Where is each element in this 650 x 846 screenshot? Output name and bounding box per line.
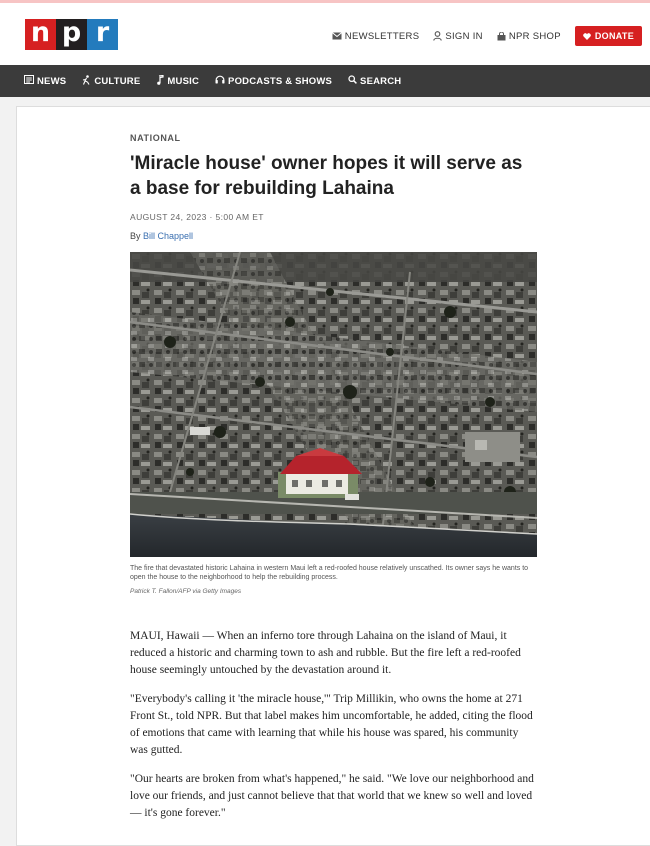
sign-in-label: SIGN IN bbox=[445, 30, 483, 42]
utility-nav bbox=[332, 26, 642, 46]
nav-item-music[interactable] bbox=[156, 75, 199, 88]
article-dateline: AUGUST 24, 2023 · 5:00 AM ET bbox=[130, 212, 264, 222]
site-header bbox=[0, 3, 650, 65]
nav-item-news[interactable] bbox=[24, 75, 66, 87]
sign-in-link[interactable] bbox=[433, 31, 482, 42]
main-nav bbox=[0, 65, 650, 97]
heart-icon bbox=[583, 33, 591, 40]
nav-item-podcasts-label: PODCASTS & SHOWS bbox=[228, 75, 333, 87]
section-label[interactable]: NATIONAL bbox=[130, 133, 181, 143]
logo-letter-p: p bbox=[56, 19, 87, 50]
logo-letter-n: n bbox=[25, 19, 56, 50]
article-body bbox=[130, 628, 537, 834]
nav-item-search[interactable] bbox=[348, 75, 401, 87]
article-byline bbox=[130, 231, 537, 241]
donate-button[interactable] bbox=[575, 26, 642, 46]
nav-item-podcasts[interactable] bbox=[215, 75, 332, 87]
nav-item-culture[interactable] bbox=[82, 75, 140, 88]
paragraph: "Everybody's calling it 'the miracle house,'" Trip Millikin, who owns the home at 271 Front St., told NPR. But that label makes him uncomfortable, he added, citing the flood of emotions that came with learning that while his house was spared, his community was gutted. bbox=[130, 693, 533, 756]
envelope-icon bbox=[332, 32, 342, 40]
paragraph: MAUI, Hawaii — When an inferno tore through Lahaina on the island of Maui, it reduced a historic and charming town to ash and rubble. But the fire left a red-roofed house seemingly untouched by the devastation around it. bbox=[130, 630, 521, 676]
nav-item-music-label: MUSIC bbox=[167, 75, 200, 87]
logo-letter-r: r bbox=[87, 19, 118, 50]
npr-logo[interactable] bbox=[25, 19, 118, 50]
shopping-bag-icon bbox=[497, 32, 506, 41]
photo-caption: The fire that devastated historic Lahaina in western Maui left a red-roofed house relatively unscathed. Its owner says he wants to open the house to the neighborhood to help the rebuilding process. bbox=[130, 565, 529, 581]
user-icon bbox=[433, 31, 442, 41]
nav-item-search-label: SEARCH bbox=[360, 75, 402, 87]
search-icon bbox=[348, 75, 357, 87]
nav-item-news-label: NEWS bbox=[37, 75, 67, 87]
byline-prefix: By bbox=[130, 231, 144, 241]
newsletters-label: NEWSLETTERS bbox=[344, 30, 420, 42]
music-icon bbox=[156, 75, 164, 88]
culture-icon bbox=[82, 75, 91, 88]
aerial-burned-town-image bbox=[130, 252, 537, 557]
article-title: 'Miracle house' owner hopes it will serve as a base for rebuilding Lahaina bbox=[130, 153, 523, 199]
npr-shop-label: NPR SHOP bbox=[508, 30, 561, 42]
lead-photo[interactable] bbox=[130, 252, 537, 557]
paragraph: "Our hearts are broken from what's happened," he said. "We love our neighborhood and love our friends, and just cannot believe that that world that we knew so well and loved — it's gone forever." bbox=[130, 773, 534, 819]
nav-item-culture-label: CULTURE bbox=[94, 75, 141, 87]
photo-credit: Patrick T. Fallon/AFP via Getty Images bbox=[130, 588, 242, 595]
news-icon bbox=[24, 75, 34, 87]
newsletters-link[interactable] bbox=[332, 31, 420, 42]
article-card bbox=[16, 106, 650, 846]
author-link[interactable]: Bill Chappell bbox=[143, 231, 194, 241]
headphones-icon bbox=[215, 75, 225, 87]
npr-shop-link[interactable] bbox=[497, 31, 561, 42]
donate-label: DONATE bbox=[594, 31, 634, 41]
